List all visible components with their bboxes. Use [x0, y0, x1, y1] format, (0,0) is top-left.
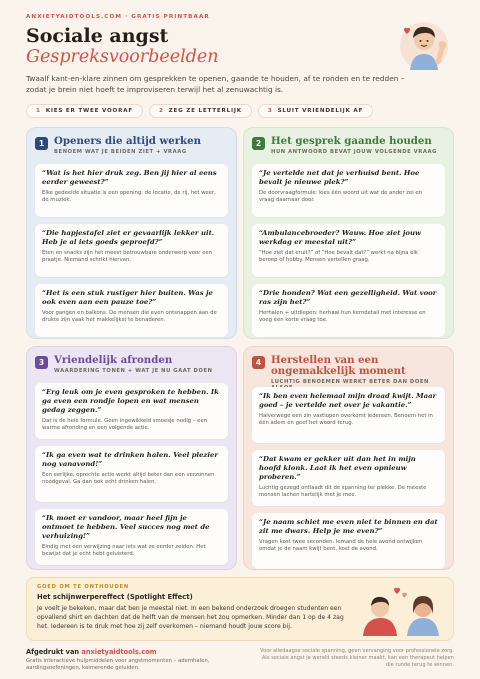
tip-box [26, 577, 454, 641]
page-title: Sociale angst [26, 25, 169, 47]
section-number-badge: 4 [252, 356, 265, 369]
step-pill-2: 2 ZEG ZE LETTERLIJK [149, 104, 252, 118]
section-subtitle: HUN ANTWOORD BEVAT JOUW VOLGENDE VRAAG [271, 149, 437, 155]
section-subtitle: WAARDERING TONEN + WAT JE NU GAAT DOEN [54, 368, 213, 374]
phrase-card: “Ambulancebroeder? Wauw. Hoe ziet jouw werkdag er meestal uit?” “Hoe ziet dat eruit?” of “Hoe bevalt dat?” werkt na bijna elk beroep of hobby. Mensen vertellen graag. [252, 224, 445, 277]
phrase-card: “Ik ga even wat te drinken halen. Veel plezier nog vanavond!” Een eerlijke, oprechte actie werkt altijd beter dan een verzonnen noodgeval. Ga dan ook echt drinken halen. [35, 446, 228, 502]
phrase-card: “Wat is het hier druk zeg. Ben jij hier al eens eerder geweest?” Elke gedeelde situatie is een opening: de locatie, de rij, het weer, de muziek. [35, 164, 228, 217]
phrase-card: “Die hapjestafel ziet er gevaarlijk lekker uit. Heb je al iets goeds geproefd?” Eten en snacks zijn het meest betrouwbare onderwerp voor een praatje. Niemand schrikt hiervan. [35, 224, 228, 277]
phrase-card: “Drie honden? Wat een gezelligheid. Wat voor ras zijn het?” Herhalen + uitdiepen: herhaal hun kerndetail met interesse en voeg één korte vraag toe. [252, 284, 445, 337]
tip-title: Het schijnwerpereffect (Spotlight Effect) [37, 593, 193, 601]
step-pill-1: 1 KIES ER TWEE VOORAF [26, 104, 143, 118]
section-subtitle: BENOEM WAT JE BEIDEN ZIET + VRAAG [54, 149, 187, 155]
phrase-card: “Je naam schiet me even niet te binnen en dat zit me dwars. Help je me even?” Vragen kost twee seconden. Iemand de hele avond ontwijken omdat je de naam kwijt bent, kost de avond. [252, 513, 445, 569]
phrase-card: “Het is een stuk rustiger hier buiten. Was je ook even aan een pauze toe?” Voor gangen en balkons. De mensen die even ontsnappen aan de drukte zijn vaak het makkelijkst te benaderen. [35, 284, 228, 337]
brand-line: ANXIETYAIDTOOLS.COM · GRATIS PRINTBAAR [26, 14, 210, 20]
footer-title: Afgedrukt van anxietyaidtools.com [26, 648, 157, 656]
tip-text: Je voelt je bekeken, maar dat ben je meestal niet. In een bekend onderzoek droegen studenten een opvallend shirt en dachten dat de helft van de mensen het zou opmerken. Minder dan 1 op de 4 zag het. Iedereen is te druk met hoe zij zelf overkomen – niemand houdt jouw score bij. [37, 605, 344, 630]
intro-text: Twaalf kant-en-klare zinnen om gesprekken te openen, gaande te houden, af te ronden en te redden – zodat je brein niet hoeft te improviseren terwijl het al zenuwachtig is. [26, 74, 405, 94]
steps-row [26, 104, 454, 118]
phrase-card: “Je vertelde net dat je verhuisd bent. Hoe bevalt je nieuwe plek?” De doorvraagformule: kies één woord uit wat de ander zei en vraag daarnaar door. [252, 164, 445, 217]
phrase-card: “Ik moet er vandoor, maar heel fijn je ontmoet te hebben. Veel succes nog met de verhuizing!” Eindig met een verwijzing naar iets wat ze eerder zeiden. Het bewijst dat je echt hebt geluisterd. [35, 509, 228, 565]
section-title: Vriendelijk afronden [54, 354, 173, 366]
footer-disclaimer: Voor alledaagse sociale spanning, geen vervanging voor professionele zorg. Als sociale angst je wereld steeds kleiner maakt, kan een therapeut helpen die runde terug te winnen. [259, 648, 454, 669]
phrase-card: “Erg leuk om je even gesproken te hebben. Ik ga even een rondje lopen en wat mensen gedag zeggen.” Dat is de hele formule. Geen ingewikkeld smoesje nodig – een warme afronding en een volgende actie. [35, 383, 228, 439]
waving-person-illustration [392, 12, 452, 72]
section-number-badge: 1 [35, 137, 48, 150]
step-pill-3: 3 SLUIT VRIENDELIJK AF [258, 104, 373, 118]
section-number-badge: 2 [252, 137, 265, 150]
section-subtitle: LUCHTIG BENOEMEN WERKT BETER DAN DOEN [271, 379, 429, 385]
section-recovery [243, 346, 454, 570]
section-openers [26, 127, 237, 339]
footer-subtitle: Gratis interactieve hulpmiddelen voor angstmomenten – ademhalen, aardingsoefeningen, kalmerende geluiden. [26, 658, 210, 672]
section-title: Openers die altijd werken [54, 135, 202, 147]
section-number-badge: 3 [35, 356, 48, 369]
section-title: Herstellen van een ongemakkelijk moment [271, 354, 406, 377]
section-keep-going [243, 127, 454, 339]
footer-site-link[interactable]: anxietyaidtools.com [81, 648, 157, 656]
phrase-card: “Ik ben even helemaal mijn draad kwijt. Maar goed – je vertelde net over je vakantie.” Halverwege een zin vastlopen overkomt iedereen. Benoem het in één adem en geef het woord terug. [252, 387, 445, 443]
section-title: Het gesprek gaande houden [271, 135, 432, 147]
phrase-card: “Dat kwam er gekker uit dan het in mijn hoofd klonk. Laat ik het even opnieuw proberen.” Luchtig gezegd ontlaadt dit de spanning ter plekke. De meeste mensen lachen hartelijk met je mee. [252, 450, 445, 506]
tip-label: GOED OM TE ONTHOUDEN [37, 584, 130, 590]
chatting-people-illustration [359, 584, 445, 636]
section-closing [26, 346, 237, 570]
page-subtitle: Gespreksvoorbeelden [26, 47, 219, 67]
